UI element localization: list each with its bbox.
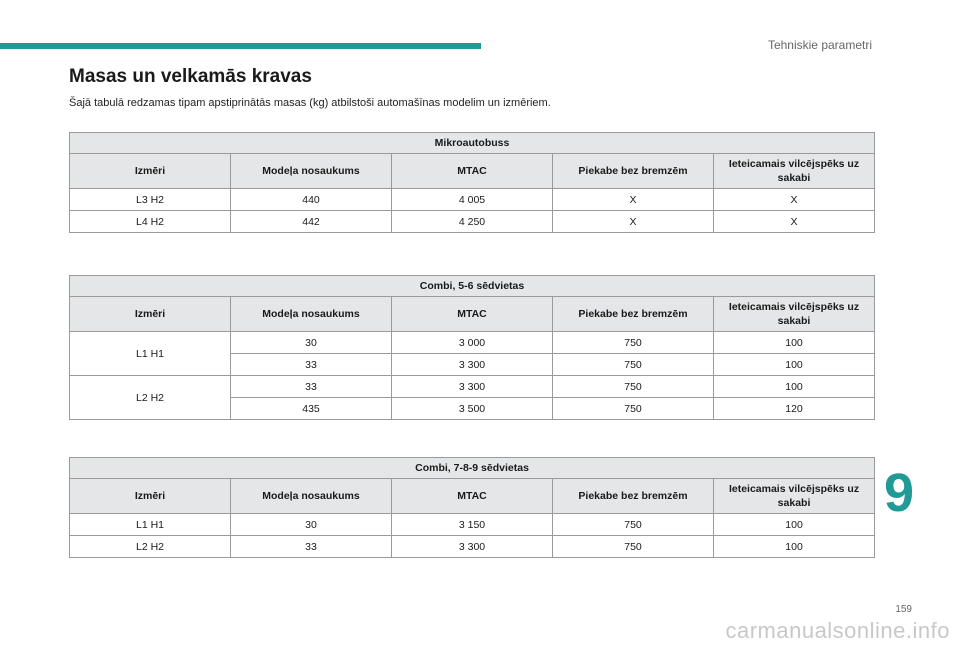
table-row [70, 211, 875, 233]
column-header: MTAC [392, 154, 553, 189]
table-cell: 750 [553, 536, 714, 558]
size-cell: L2 H2 [70, 376, 231, 420]
column-header: Modeļa nosaukums [231, 297, 392, 332]
table-cell: 440 [231, 189, 392, 211]
table-row [70, 376, 875, 398]
column-header: MTAC [392, 297, 553, 332]
table-cell: 33 [231, 354, 392, 376]
column-header: Modeļa nosaukums [231, 479, 392, 514]
table-cell: 4 250 [392, 211, 553, 233]
table-caption: Combi, 7-8-9 sēdvietas [70, 458, 875, 479]
size-cell: L2 H2 [70, 536, 231, 558]
table-cell: 100 [714, 354, 875, 376]
table-combi-7-8-9 [69, 457, 875, 558]
table-cell: 750 [553, 398, 714, 420]
table-cell: 30 [231, 514, 392, 536]
column-header: Piekabe bez bremzēm [553, 479, 714, 514]
table-cell: X [553, 211, 714, 233]
column-header: Modeļa nosaukums [231, 154, 392, 189]
table-cell: X [714, 211, 875, 233]
table-cell: 750 [553, 354, 714, 376]
table-cell: 3 300 [392, 354, 553, 376]
table-cell: X [553, 189, 714, 211]
column-header: Piekabe bez bremzēm [553, 154, 714, 189]
table-cell: 100 [714, 536, 875, 558]
table-cell: 3 150 [392, 514, 553, 536]
table-cell: 750 [553, 376, 714, 398]
section-title: Tehniskie parametri [767, 38, 872, 52]
table-cell: 120 [714, 398, 875, 420]
column-header: MTAC [392, 479, 553, 514]
page-heading: Masas un velkamās kravas [69, 66, 312, 87]
column-header: Izmēri [70, 154, 231, 189]
table-combi-5-6 [69, 275, 875, 420]
table-row [70, 536, 875, 558]
column-header: Izmēri [70, 479, 231, 514]
column-header: Ieteicamais vilcējspēks uz sakabi [714, 154, 875, 189]
page-number: 159 [895, 604, 912, 615]
table-mikroautobuss [69, 132, 875, 233]
table-caption: Mikroautobuss [70, 133, 875, 154]
column-header: Ieteicamais vilcējspēks uz sakabi [714, 297, 875, 332]
size-cell: L1 H1 [70, 332, 231, 376]
table-row [70, 332, 875, 354]
table-cell: 100 [714, 376, 875, 398]
size-cell: L4 H2 [70, 211, 231, 233]
table-cell: 3 000 [392, 332, 553, 354]
chapter-number: 9 [884, 463, 915, 523]
table-cell: 100 [714, 332, 875, 354]
table-cell: 435 [231, 398, 392, 420]
table-cell: 100 [714, 514, 875, 536]
top-accent-bar [0, 43, 481, 49]
table-row [70, 189, 875, 211]
table-cell: 30 [231, 332, 392, 354]
intro-text: Šajā tabulā redzamas tipam apstiprinātās masas (kg) atbilstoši automašīnas modelim un izmēriem. [69, 97, 551, 109]
table-row [70, 514, 875, 536]
table-cell: 33 [231, 536, 392, 558]
table-cell: 33 [231, 376, 392, 398]
table-caption: Combi, 5-6 sēdvietas [70, 276, 875, 297]
table-cell: 750 [553, 332, 714, 354]
table-cell: 3 300 [392, 536, 553, 558]
column-header: Piekabe bez bremzēm [553, 297, 714, 332]
table-cell: 750 [553, 514, 714, 536]
table-cell: 3 500 [392, 398, 553, 420]
column-header: Izmēri [70, 297, 231, 332]
table-cell: 3 300 [392, 376, 553, 398]
table-cell: 4 005 [392, 189, 553, 211]
column-header: Ieteicamais vilcējspēks uz sakabi [714, 479, 875, 514]
watermark: carmanualsonline.info [725, 618, 950, 643]
table-cell: 442 [231, 211, 392, 233]
table-cell: X [714, 189, 875, 211]
size-cell: L1 H1 [70, 514, 231, 536]
size-cell: L3 H2 [70, 189, 231, 211]
